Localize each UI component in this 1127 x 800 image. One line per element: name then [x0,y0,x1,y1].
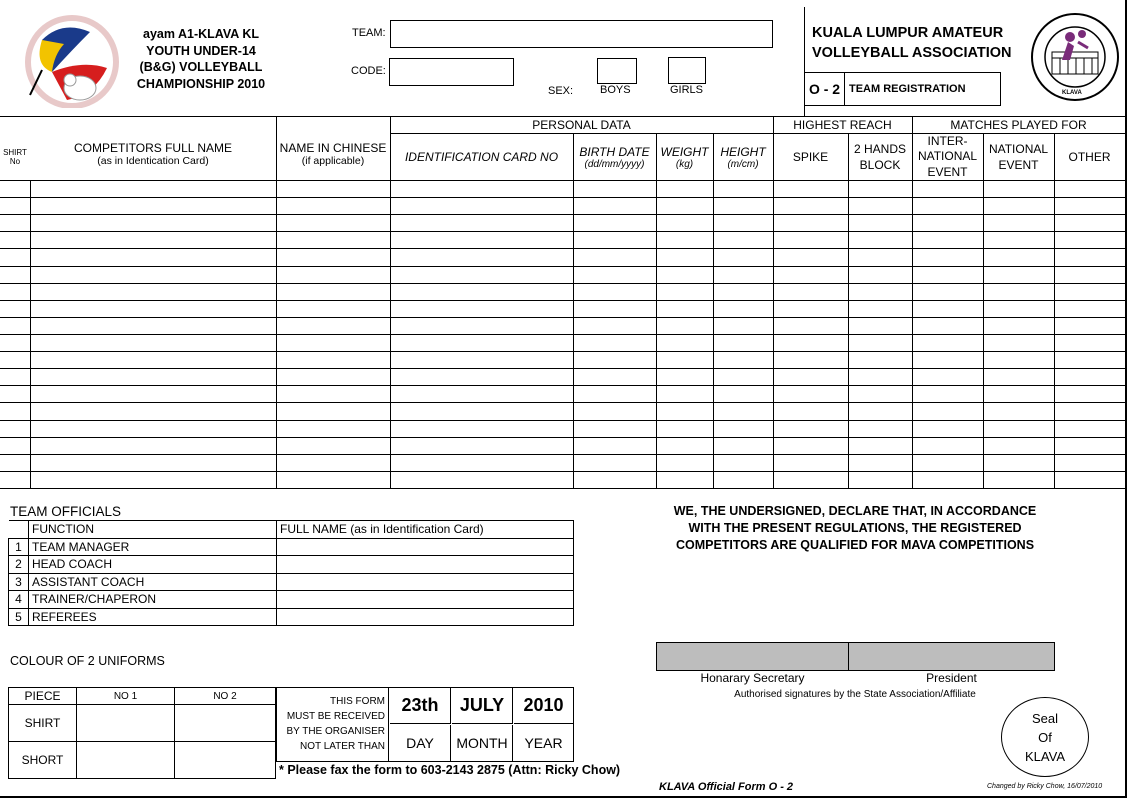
footer-changed-by: Changed by Ricky Chow, 16/07/2010 [987,783,1103,790]
col-height-line: HEIGHT [720,144,766,159]
col-ic-no: IDENTIFICATION CARD NO [404,150,559,164]
form-title: TEAM REGISTRATION [849,83,966,95]
col-height-line: (m/cm) [727,158,759,170]
officials-function-header: FUNCTION [29,521,277,539]
col-birth-date-line: (dd/mm/yyyy) [584,158,645,170]
official-function: REFEREES [29,608,277,626]
col-national-line: EVENT [998,158,1039,172]
uniform-no2-header: NO 2 [175,688,276,705]
official-row [9,573,574,591]
official-no: 4 [9,591,29,609]
col-international-line: INTER- [927,133,968,148]
col-birth-date [573,134,656,180]
col-chinese-name-line: NAME IN CHINESE [279,141,387,155]
girls-label: GIRLS [670,84,704,96]
col-weight [656,134,713,180]
uniform-piece-header: PIECE [9,688,77,705]
official-function: HEAD COACH [29,556,277,574]
uniform-short-no1-input[interactable] [77,742,175,779]
klava-logo [1030,12,1120,102]
official-name-input[interactable] [277,573,574,591]
uniform-short-no2-input[interactable] [175,742,276,779]
declaration [650,503,1060,554]
col-chinese-name-line: (if applicable) [301,155,365,167]
col-birth-date-line: BIRTH DATE [579,144,650,159]
col-block [848,134,912,180]
official-name-input[interactable] [277,556,574,574]
roster-row-line [0,266,1125,267]
roster-row-line [0,471,1125,472]
declaration-line: COMPETITORS ARE QUALIFIED FOR MAVA COMPETITIONS [675,538,1035,552]
klava-logo-text: KLAVA [1062,90,1082,96]
uniform-shirt-label: SHIRT [9,705,77,742]
uniform-shirt-no2-input[interactable] [175,705,276,742]
seal-line: Of [1038,729,1052,745]
official-no: 3 [9,573,29,591]
girls-checkbox[interactable] [668,57,706,84]
roster-row-line [0,351,1125,352]
official-name-input[interactable] [277,608,574,626]
col-shirt-no-line: SHIRT [3,148,27,157]
seal-line: Seal [1031,710,1059,726]
boys-checkbox[interactable] [597,58,637,84]
group-personal-data: PERSONAL DATA [532,118,631,132]
form-code-box [804,72,1001,106]
col-shirt-no-line: No [9,157,21,166]
form-code: O - 2 [805,73,845,105]
deadline-box [276,687,574,762]
event-title [128,26,274,92]
official-name-input[interactable] [277,538,574,556]
roster-row-line [0,385,1125,386]
roster-row-line [0,214,1125,215]
deadline-day-label: DAY [390,725,451,761]
roster-row-line [0,437,1125,438]
roster-row-line [0,368,1125,369]
fax-note: * Please fax the form to 603-2143 2875 (Attn: Ricky Chow) [279,763,621,777]
official-no: 5 [9,608,29,626]
official-function: ASSISTANT COACH [29,573,277,591]
roster-row-line [0,283,1125,284]
col-spike: SPIKE [792,150,829,164]
official-name-input[interactable] [277,591,574,609]
president-signature-box[interactable] [848,642,1055,671]
event-title-line: ayam A1-KLAVA KL [143,27,259,41]
officials-name-header: FULL NAME (as in Identification Card) [277,521,574,539]
klava-seal [1001,697,1089,777]
col-national [983,134,1054,180]
roster-row-line [0,334,1125,335]
official-no: 2 [9,556,29,574]
declaration-line: WE, THE UNDERSIGNED, DECLARE THAT, IN ACCORDANCE [673,504,1037,518]
official-row [9,556,574,574]
col-chinese-name [276,128,390,180]
event-logo [12,10,122,108]
col-block-line: BLOCK [859,158,901,172]
officials-table [8,520,574,626]
roster-row-line [0,454,1125,455]
col-national-line: NATIONAL [988,142,1049,156]
team-label: TEAM: [352,27,386,39]
uniform-short-label: SHORT [9,742,77,779]
president-label: President [926,671,977,685]
col-international-line: NATIONAL [917,149,978,164]
team-input[interactable] [390,20,773,48]
secretary-label: Honarary Secretary [700,671,805,685]
declaration-line: WITH THE PRESENT REGULATIONS, THE REGISTERED [688,521,1022,535]
deadline-year-label: YEAR [524,735,563,751]
col-weight-line: WEIGHT [660,144,709,159]
official-function: TEAM MANAGER [29,538,277,556]
roster-row-line [0,197,1125,198]
sex-label: SEX: [548,85,574,97]
deadline-text-line: BY THE ORGANISER [286,726,385,737]
boys-label: BOYS [600,84,631,96]
official-row [9,608,574,626]
signature-note: Authorised signatures by the State Association/Affiliate [734,689,976,700]
official-row [9,591,574,609]
code-input[interactable] [389,58,514,86]
event-title-line: YOUTH UNDER-14 [146,43,256,58]
deadline-month: JULY [452,688,513,724]
secretary-signature-box[interactable] [656,642,849,671]
col-full-name-line: COMPETITORS FULL NAME [73,141,233,155]
uniform-shirt-no1-input[interactable] [77,705,175,742]
footer-form-name: KLAVA Official Form O - 2 [659,781,794,793]
event-title-line: CHAMPIONSHIP 2010 [136,76,266,91]
uniform-no1-header: NO 1 [77,688,175,705]
deadline-month-label: MONTH [452,725,513,761]
event-title-line: (B&G) VOLLEYBALL [139,60,263,74]
col-weight-line: (kg) [675,158,694,170]
code-label: CODE: [351,65,386,77]
col-other: OTHER [1068,150,1111,164]
col-full-name-line: (as in Identication Card) [97,155,209,167]
col-full-name [30,128,276,180]
seal-line: KLAVA [1025,748,1065,764]
deadline-text-line: THIS FORM [330,696,385,707]
col-block-line: 2 HANDS [853,142,906,156]
official-row [9,538,574,556]
roster-row-line [0,488,1125,489]
roster-row-line [0,300,1125,301]
association-name-line: VOLLEYBALL ASSOCIATION [812,45,1012,61]
uniforms-title: COLOUR OF 2 UNIFORMS [10,654,165,668]
deadline-text [277,688,389,761]
association-name-line: KUALA LUMPUR AMATEUR [812,25,1004,41]
deadline-text-line: MUST BE RECEIVED [286,711,385,722]
col-height [713,134,773,180]
roster-row-line [0,231,1125,232]
group-highest-reach: HIGHEST REACH [793,118,892,132]
roster-row-line [0,402,1125,403]
deadline-day: 23th [390,688,451,724]
col-international [912,134,983,180]
official-no: 1 [9,538,29,556]
association-name [812,23,1012,63]
official-function: TRAINER/CHAPERON [29,591,277,609]
roster-row-line [0,420,1125,421]
deadline-year: 2010 [514,688,573,724]
uniforms-table [8,687,276,779]
roster-row-line [0,248,1125,249]
col-shirt-no [0,134,30,180]
col-international-line: EVENT [927,164,968,179]
deadline-text-line: NOT LATER THAN [299,741,385,752]
group-matches-played: MATCHES PLAYED FOR [950,118,1087,132]
roster-row-line [0,317,1125,318]
officials-title: TEAM OFFICIALS [10,504,122,519]
officials-no-header [9,521,29,539]
roster-table [0,116,1125,488]
